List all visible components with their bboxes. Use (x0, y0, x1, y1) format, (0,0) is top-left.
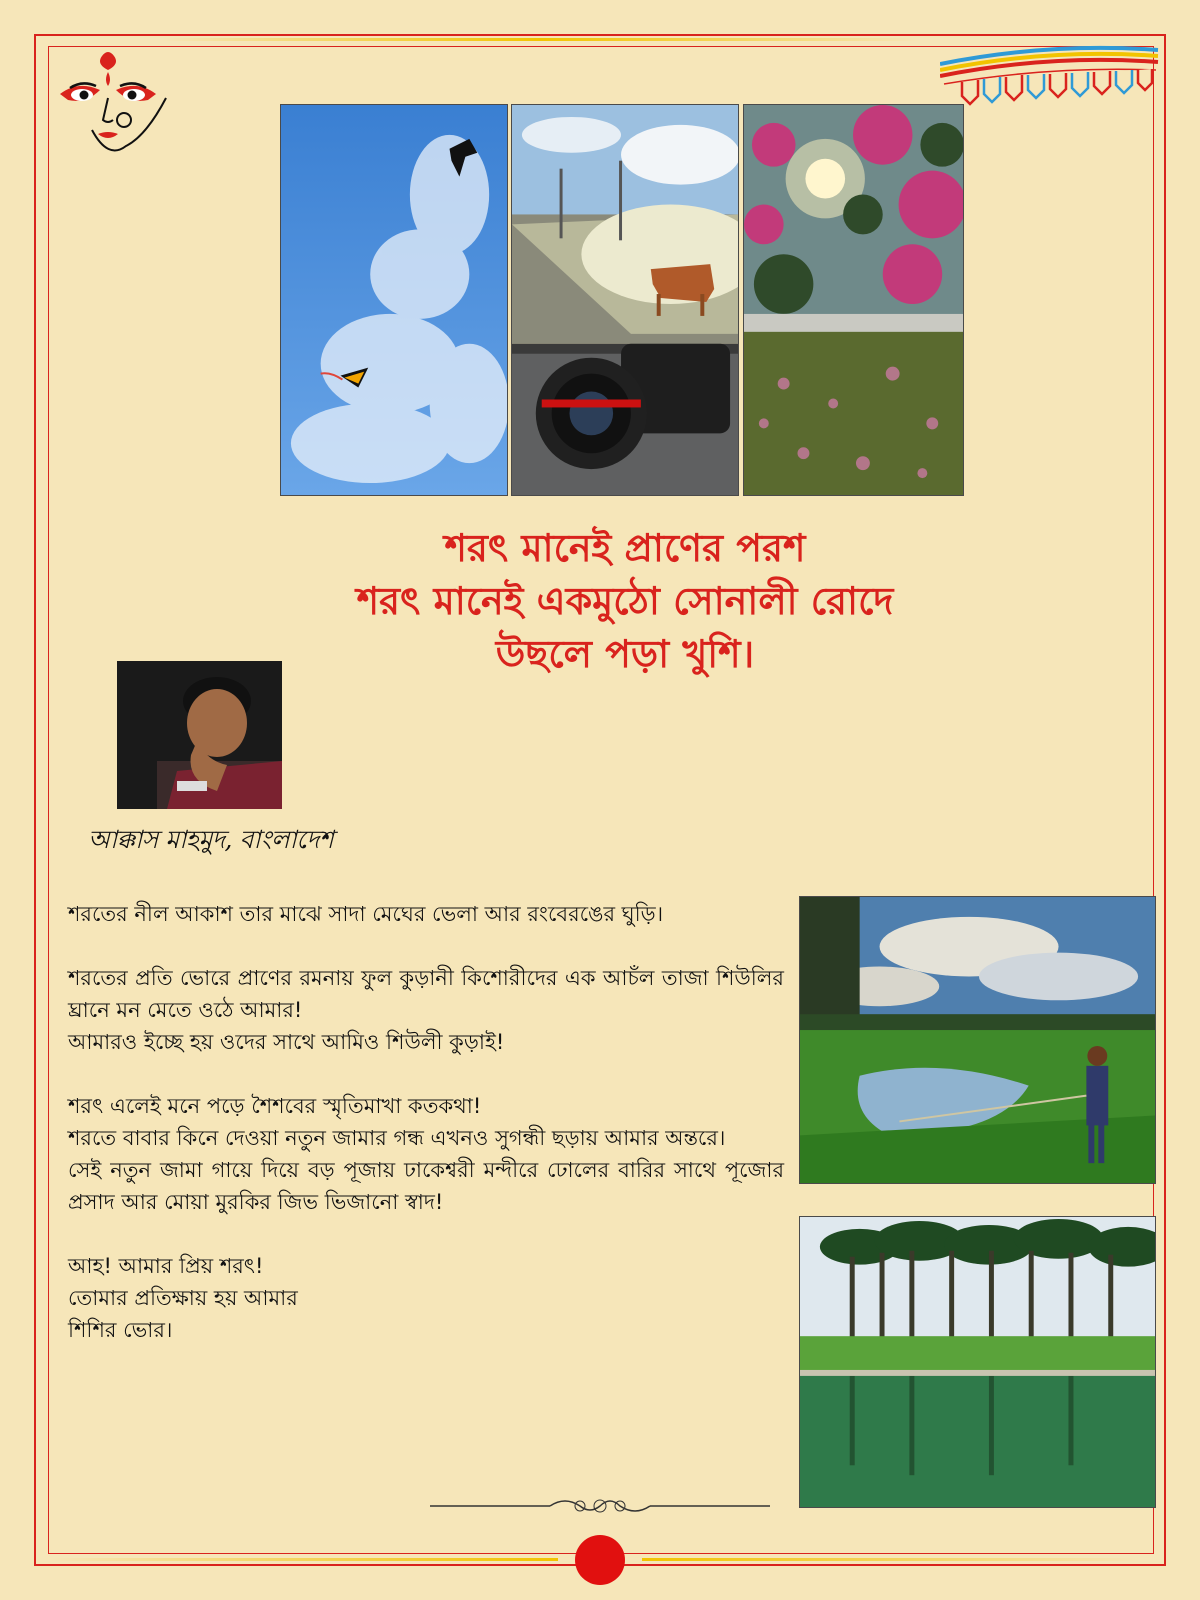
poem-text (68, 898, 784, 1346)
pond-boy-photo (799, 896, 1156, 1184)
poem-line: শরতে বাবার কিনে দেওয়া নতুন জামার গন্ধ এখনও সুগন্ধী ছড়ায় আমার অন্তরে। (68, 1126, 726, 1150)
poem-line: শরৎ এলেই মনে পড়ে শৈশবের স্মৃতিমাখা কতকথা! (68, 1094, 482, 1118)
headline (250, 522, 1000, 681)
poem-stanza-4 (68, 1250, 784, 1346)
flower-park-photo (743, 104, 964, 496)
headline-line-1: শরৎ মানেই প্রাণের পরশ (444, 526, 806, 570)
poem-line: সেই নতুন জামা গায়ে দিয়ে বড় পূজায় ঢাকেশ্বরী মন্দীরে ঢোলের বারির সাথে পূজোর প্রসাদ আর মোয়া মুরকির জিভ ভিজানো স্বাদ! (68, 1158, 784, 1214)
poem-line: শিশির ভোর। (68, 1318, 173, 1342)
top-gold-line (160, 38, 920, 41)
poem-line: আমারও ইচ্ছে হয় ওদের সাথে আমিও শিউলী কুড়াই! (68, 1030, 505, 1054)
poem-stanza-1 (68, 898, 784, 930)
bottom-gold-line-left (48, 1558, 558, 1561)
bottom-gold-line-right (642, 1558, 1142, 1561)
flourish-divider (430, 1494, 770, 1518)
poem-stanza-3 (68, 1090, 784, 1218)
durga-face-icon (56, 50, 176, 160)
poem-line: শরতের প্রতি ভোরে প্রাণের রমনায় ফুল কুড়ানী কিশোরীদের এক আচঁল তাজা শিউলির ঘ্রানে মন মেতে ওঠে আমার! (68, 966, 784, 1022)
author-signature: আক্কাস মাহমুদ, বাংলাদেশ (88, 825, 334, 854)
poem-line: শরতের নীল আকাশ তার মাঝে সাদা মেঘের ভেলা আর রংবেরঙের ঘুড়ি। (68, 902, 664, 926)
kash-field-camera-photo (511, 104, 739, 496)
red-dot-ornament (575, 1535, 625, 1585)
poem-stanza-2 (68, 962, 784, 1058)
poem-line: আহ! আমার প্রিয় শরৎ! (68, 1254, 264, 1278)
festive-bunting-ornament (940, 44, 1162, 118)
palm-lake-photo (799, 1216, 1156, 1508)
author-photo (117, 661, 282, 809)
headline-line-2: শরৎ মানেই একমুঠো সোনালী রোদে (356, 579, 894, 623)
poem-line: তোমার প্রতিক্ষায় হয় আমার (68, 1286, 298, 1310)
sky-kite-photo (280, 104, 508, 496)
headline-line-3: উছলে পড়া খুশি। (495, 632, 755, 676)
